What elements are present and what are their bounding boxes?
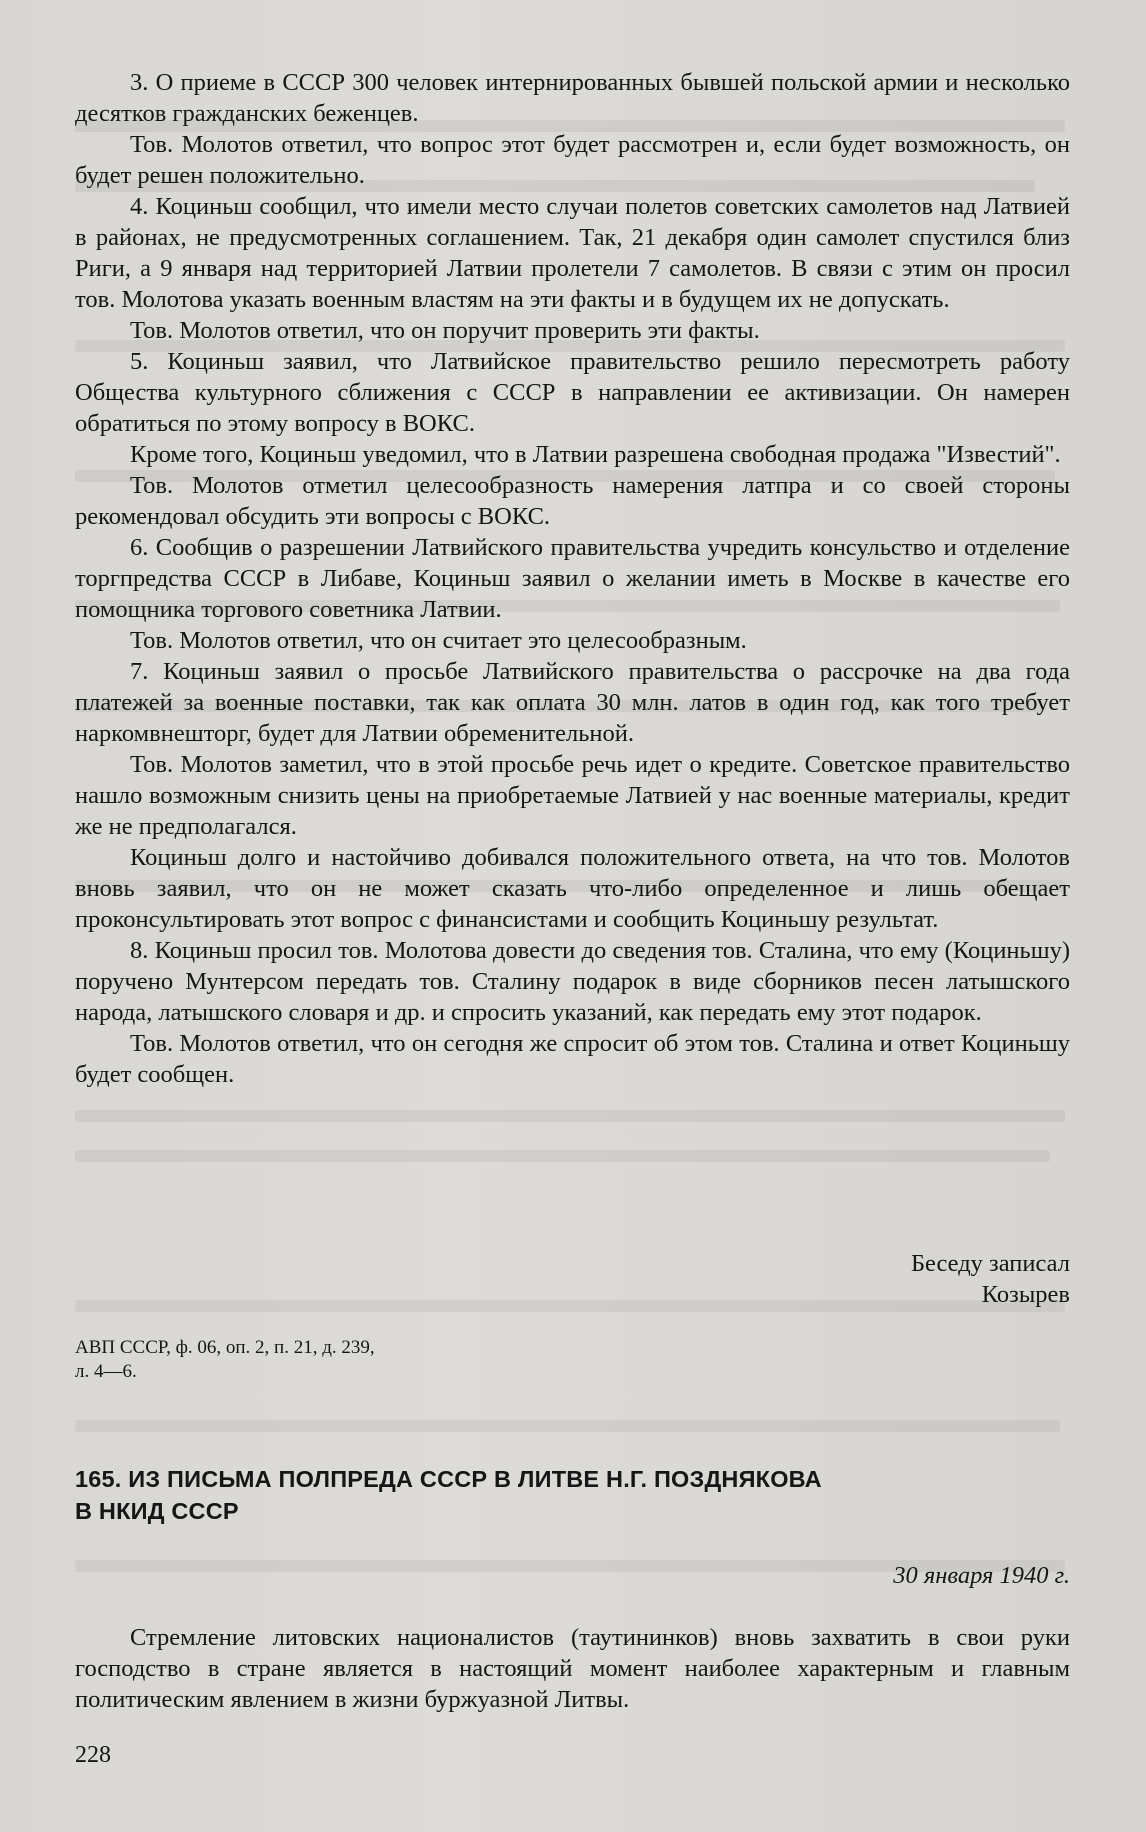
paragraph: Тов. Молотов заметил, что в этой просьбе речь идет о кредите. Советское правительство нашло возможным снизить цены на приобретаемые Латвией у нас военные материалы, кредит же не предполагался. [75,751,1070,840]
signature [75,1248,1070,1310]
paragraph: 8. Коциньш просил тов. Молотова довести до сведения тов. Сталина, что ему (Коциньшу) поручено Мунтерсом передать тов. Сталину подарок в виде сборников песен латышского народа, латышского словаря и др. и спросить указаний, как передать ему этот подарок. [75,937,1070,1026]
paragraph: 4. Коциньш сообщил, что имели место случаи полетов советских самолетов над Латвией в районах, не предусмотренных соглашением. Так, 21 декабря один самолет спустился близ Риги, а 9 января над территорией Латвии пролетели 7 самолетов. В связи с этим он просил тов. Молотова указать военным властям на эти факты и в будущем их не допускать. [75,193,1070,313]
page-number-block [75,1742,111,1769]
paragraph: 6. Сообщив о разрешении Латвийского правительства учредить консульство и отделение торгпредства СССР в Либаве, Коциньш заявил о желании иметь в Москве в качестве его помощника торгового советника Латвии. [75,534,1070,623]
paragraph: Тов. Молотов ответил, что он поручит проверить эти факты. [130,317,760,344]
paragraph: Коциньш долго и настойчиво добивался положительного ответа, на что тов. Молотов вновь заявил, что он не может сказать что-либо определенное и лишь обещает проконсультировать этот вопрос с финансистами и сообщить Коциньшу результат. [75,844,1070,933]
signature-author: Козырев [981,1281,1070,1308]
page-number: 228 [75,1742,111,1768]
document-date: 30 января 1940 г. [893,1562,1070,1589]
paragraph: Тов. Молотов отметил целесообразность намерения латпра и со своей стороны рекомендовал обсудить эти вопросы с ВОКС. [75,472,1070,530]
body-text-bottom [75,1622,1070,1715]
signature-line-1: Беседу записал [910,1250,1070,1277]
document-date-block [75,1560,1070,1591]
paragraph: Тов. Молотов ответил, что он сегодня же спросит об этом тов. Сталина и ответ Коциньшу будет сообщен. [75,1030,1070,1088]
archive-ref-line-2: л. 4—6. [75,1361,137,1382]
heading-line-1: 165. ИЗ ПИСЬМА ПОЛПРЕДА СССР В ЛИТВЕ Н.Г. ПОЗДНЯКОВА [75,1466,822,1492]
archive-reference [75,1336,1070,1384]
body-text-top [75,67,1070,1090]
paragraph: Кроме того, Коциньш уведомил, что в Латвии разрешена свободная продажа "Известий". [130,441,1061,468]
paragraph: Тов. Молотов ответил, что вопрос этот будет рассмотрен и, если будет возможность, он будет решен положительно. [75,131,1070,189]
paragraph: 7. Коциньш заявил о просьбе Латвийского правительства о рассрочке на два года платежей за военные поставки, так как оплата 30 млн. латов в один год, как того требует наркомвнешторг, будет для Латвии обременительной. [75,658,1070,747]
archive-ref-line-1: АВП СССР, ф. 06, оп. 2, п. 21, д. 239, [75,1337,375,1358]
paragraph: Тов. Молотов ответил, что он считает это целесообразным. [130,627,747,654]
paragraph: 3. О приеме в СССР 300 человек интернированных бывшей польской армии и несколько десятков гражданских беженцев. [75,69,1070,127]
paragraph: Стремление литовских националистов (таутининков) вновь захватить в свои руки господство в стране является в настоящий момент наиболее характерным и главным политическим явлением в жизни буржуазной Литвы. [75,1624,1070,1713]
document-heading [75,1463,1070,1527]
paragraph: 5. Коциньш заявил, что Латвийское правительство решило пересмотреть работу Общества культурного сближения с СССР в направлении ее активизации. Он намерен обратиться по этому вопросу в ВОКС. [75,348,1070,437]
heading-line-2: В НКИД СССР [75,1498,239,1524]
